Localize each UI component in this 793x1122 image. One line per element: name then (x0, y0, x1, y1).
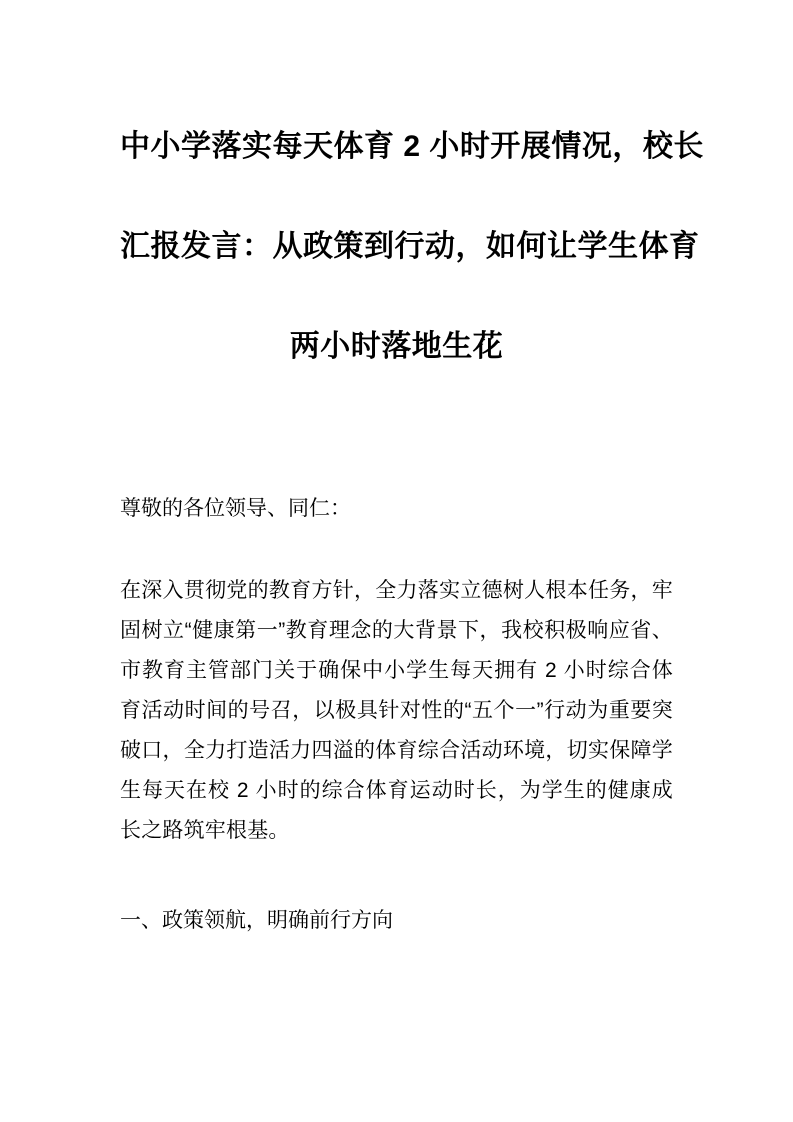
title-line-3: 两小时落地生花 (289, 330, 504, 363)
document-title (120, 0, 704, 397)
title-line-2: 汇报发言：从政策到行动，如何让学生体育 (120, 230, 700, 263)
title-line-1: 中小学落实每天体育 2 小时开展情况，校长 (120, 130, 704, 163)
opening-paragraph: 在深入贯彻党的教育方针，全力落实立德树人根本任务，牢固树立“健康第一”教育理念的大背景下，我校积极响应省、市教育主管部门关于确保中小学生每天拥有 2 小时综合体育活动时间的号召，以极具针对性的“五个一”行动为重要突破口，全力打造活力四溢的体育综合活动环境，切实保障学生每天在校 2 小时的综合体育运动时长，为学生的健康成长之路筑牢根基。 (120, 579, 673, 842)
greeting-line: 尊敬的各位领导、同仁： (120, 497, 351, 520)
section-heading: 一、政策领航，明确前行方向 (120, 909, 393, 932)
